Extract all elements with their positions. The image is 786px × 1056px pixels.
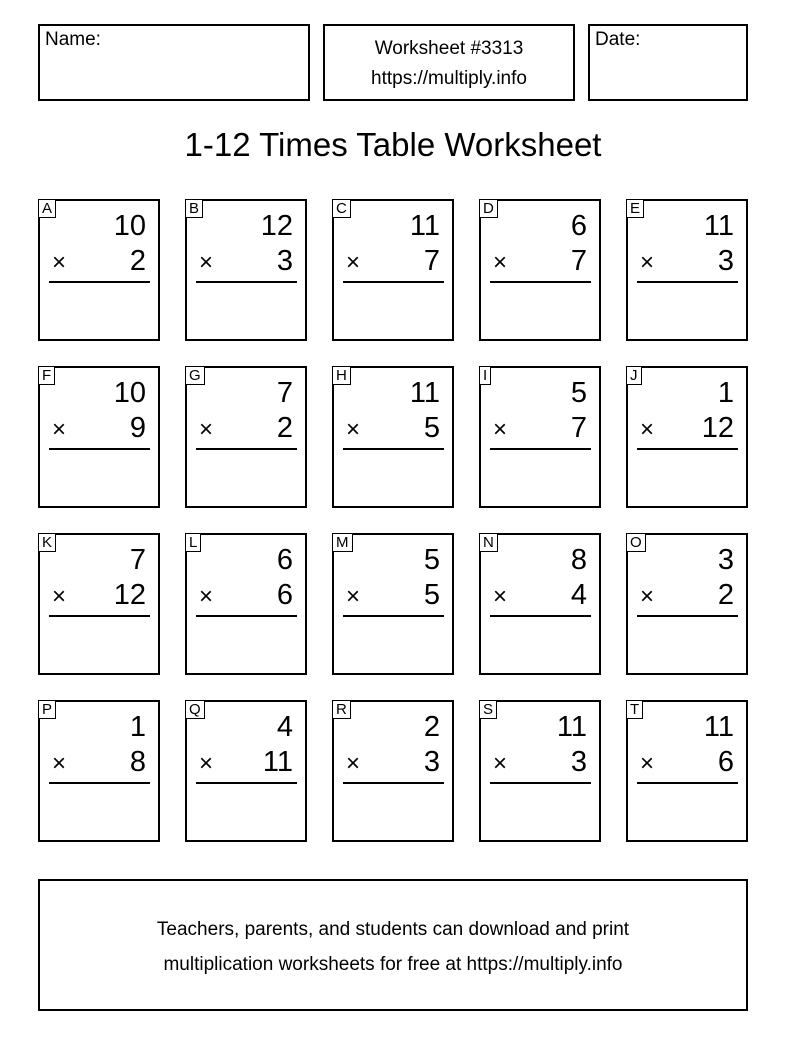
problem-card[interactable] [185,700,307,842]
multiply-sign: × [199,750,214,777]
answer-line [490,281,591,283]
bottom-operand: 12 [113,579,146,611]
top-operand: 10 [113,210,146,242]
top-operand: 2 [423,711,440,743]
bottom-operand: 11 [262,746,293,778]
problem-label: F [38,366,55,385]
answer-line [196,281,297,283]
bottom-operand: 3 [423,746,440,778]
answer-line [490,782,591,784]
problem-card[interactable] [479,700,601,842]
bottom-operand: 7 [570,412,587,444]
multiply-sign: × [493,750,508,777]
problem-card[interactable] [479,199,601,341]
multiply-sign: × [346,416,361,443]
multiply-sign: × [199,249,214,276]
answer-line [49,782,150,784]
top-operand: 8 [570,544,587,576]
multiply-sign: × [493,416,508,443]
problem-label: G [185,366,205,385]
bottom-operand: 3 [570,746,587,778]
problem-label: D [479,199,498,218]
problem-card[interactable] [626,700,748,842]
footer-box [38,879,748,1011]
answer-line [49,615,150,617]
problem-label: T [626,700,643,719]
problem-label: A [38,199,56,218]
top-operand: 11 [409,377,440,409]
problem-label: H [332,366,351,385]
page-title: 1-12 Times Table Worksheet [184,126,602,163]
site-url: https://multiply.info [371,68,527,89]
top-operand: 5 [570,377,587,409]
top-operand: 11 [556,711,587,743]
date-field-box[interactable] [588,24,748,101]
top-operand: 3 [717,544,734,576]
multiply-sign: × [199,583,214,610]
top-operand: 11 [409,210,440,242]
top-operand: 6 [276,544,293,576]
bottom-operand: 3 [717,245,734,277]
multiply-sign: × [640,583,655,610]
multiply-sign: × [199,416,214,443]
top-operand: 6 [570,210,587,242]
answer-line [196,448,297,450]
bottom-operand: 5 [423,579,440,611]
top-operand: 4 [276,711,293,743]
problem-label: Q [185,700,205,719]
problem-label: P [38,700,56,719]
multiply-sign: × [493,583,508,610]
bottom-operand: 6 [276,579,293,611]
worksheet-info-box [323,24,575,101]
problem-label: B [185,199,203,218]
bottom-operand: 8 [129,746,146,778]
problem-card[interactable] [38,700,160,842]
problem-card[interactable] [479,533,601,675]
answer-line [343,448,444,450]
top-operand: 5 [423,544,440,576]
answer-line [637,448,738,450]
name-field-box[interactable] [38,24,310,101]
bottom-operand: 5 [423,412,440,444]
bottom-operand: 2 [276,412,293,444]
top-operand: 11 [703,711,734,743]
answer-line [49,281,150,283]
answer-line [637,281,738,283]
problem-label: R [332,700,351,719]
bottom-operand: 7 [423,245,440,277]
multiply-sign: × [640,416,655,443]
answer-line [637,782,738,784]
problem-card[interactable] [479,366,601,508]
problem-label: I [479,366,491,385]
top-operand: 11 [703,210,734,242]
problem-card[interactable] [332,366,454,508]
problem-card[interactable] [185,366,307,508]
problem-card[interactable] [38,199,160,341]
answer-line [343,615,444,617]
bottom-operand: 12 [701,412,734,444]
problem-label: L [185,533,201,552]
multiply-sign: × [52,583,67,610]
problem-card[interactable] [332,700,454,842]
problem-grid [38,199,750,843]
top-operand: 7 [129,544,146,576]
problem-label: S [479,700,497,719]
answer-line [196,782,297,784]
bottom-operand: 2 [717,579,734,611]
problem-card[interactable] [185,199,307,341]
problem-label: O [626,533,646,552]
footer-line-2: multiplication worksheets for free at https://multiply.info [163,954,623,975]
multiply-sign: × [52,750,67,777]
top-operand: 1 [129,711,146,743]
problem-label: E [626,199,644,218]
bottom-operand: 4 [570,579,587,611]
problem-card[interactable] [626,533,748,675]
multiply-sign: × [640,249,655,276]
problem-card[interactable] [38,533,160,675]
problem-label: C [332,199,351,218]
date-label: Date: [595,29,641,50]
multiply-sign: × [52,249,67,276]
answer-line [490,615,591,617]
bottom-operand: 6 [717,746,734,778]
problem-card[interactable] [626,199,748,341]
bottom-operand: 7 [570,245,587,277]
name-label: Name: [45,29,101,50]
problem-card[interactable] [332,533,454,675]
answer-line [637,615,738,617]
multiply-sign: × [346,583,361,610]
bottom-operand: 3 [276,245,293,277]
multiply-sign: × [52,416,67,443]
top-operand: 10 [113,377,146,409]
bottom-operand: 2 [129,245,146,277]
problem-label: J [626,366,642,385]
answer-line [49,448,150,450]
multiply-sign: × [346,249,361,276]
top-operand: 12 [260,210,293,242]
top-operand: 7 [276,377,293,409]
problem-label: K [38,533,56,552]
problem-label: M [332,533,353,552]
multiply-sign: × [346,750,361,777]
multiply-sign: × [493,249,508,276]
worksheet-number: Worksheet #3313 [374,38,524,59]
problem-card[interactable] [185,533,307,675]
bottom-operand: 9 [129,412,146,444]
answer-line [196,615,297,617]
answer-line [490,448,591,450]
multiply-sign: × [640,750,655,777]
problem-card[interactable] [332,199,454,341]
answer-line [343,782,444,784]
footer-line-1: Teachers, parents, and students can download and print [156,919,630,940]
problem-card[interactable] [38,366,160,508]
answer-line [343,281,444,283]
problem-label: N [479,533,498,552]
problem-card[interactable] [626,366,748,508]
top-operand: 1 [717,377,734,409]
